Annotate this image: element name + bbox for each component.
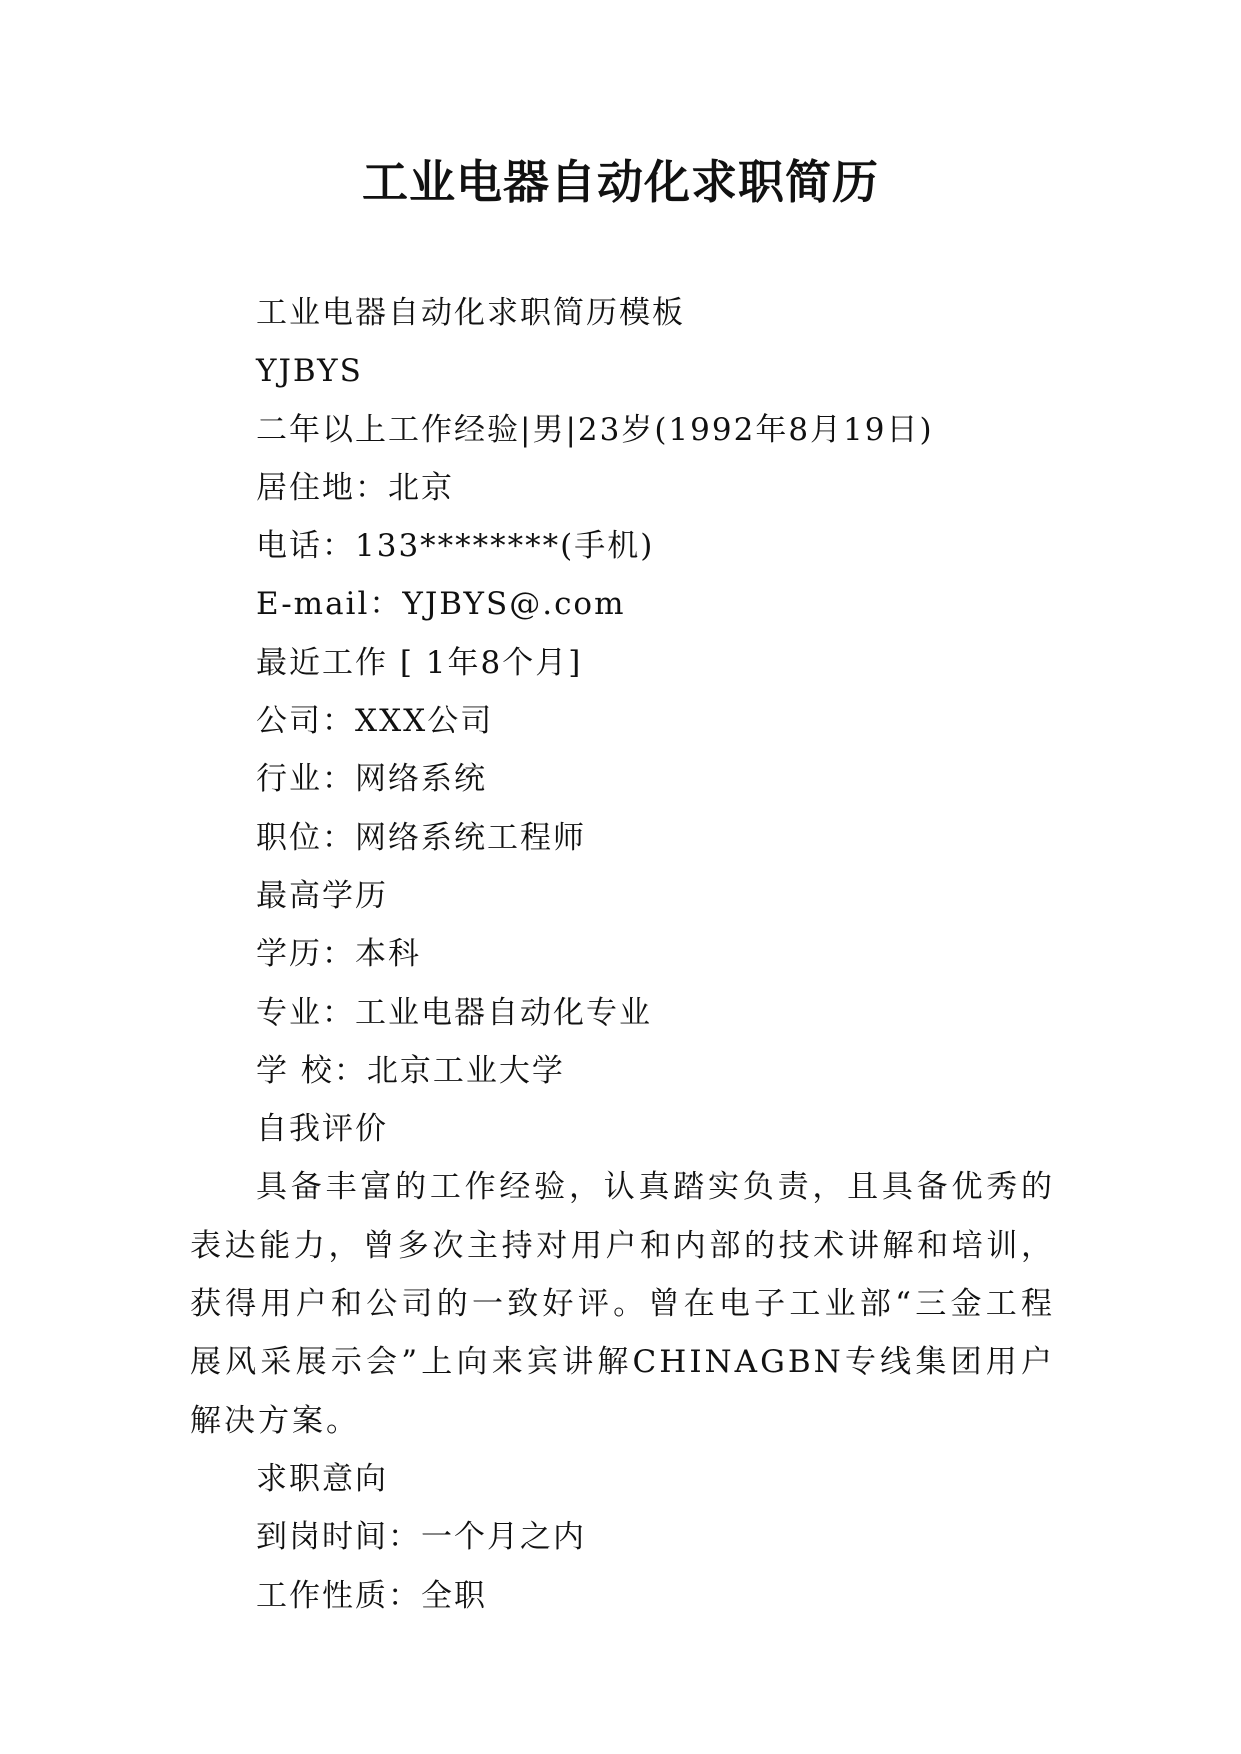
work-type-field: 工作性质：全职 <box>256 1577 487 1614</box>
self-evaluation-paragraph: 具备丰富的工作经验，认真踏实负责，且具备优秀的表达能力，曾多次主持对用户和内部的技术讲解和培训，获得用户和公司的一致好评。曾在电子工业部“三金工程展风采展示会”上向来宾讲解CHINAGBN专线集团用户解决方案。 <box>190 1169 1055 1439</box>
education-heading: 最高学历 <box>256 877 388 914</box>
resume-template-heading: 工业电器自动化求职简历模板 <box>256 295 685 331</box>
document-body <box>190 284 1055 1625</box>
degree-field: 学历：本科 <box>256 936 421 973</box>
job-intention-heading: 求职意向 <box>256 1460 388 1497</box>
residence-field: 居住地：北京 <box>256 469 454 506</box>
email-field: E-mail：YJBYS@.com <box>256 586 626 623</box>
industry-field: 行业：网络系统 <box>256 761 487 798</box>
candidate-name: YJBYS <box>256 353 363 390</box>
school-field: 学 校：北京工业大学 <box>256 1052 565 1089</box>
major-field: 专业：工业电器自动化专业 <box>256 994 652 1031</box>
candidate-summary: 二年以上工作经验|男|23岁(1992年8月19日) <box>256 411 934 448</box>
position-field: 职位：网络系统工程师 <box>256 819 586 856</box>
document-title: 工业电器自动化求职简历 <box>362 155 879 209</box>
self-evaluation-heading: 自我评价 <box>256 1111 388 1148</box>
recent-work-heading: 最近工作 [ 1年8个月] <box>256 644 583 681</box>
phone-field: 电话：133********(手机) <box>256 528 655 565</box>
start-time-field: 到岗时间：一个月之内 <box>256 1519 586 1556</box>
company-field: 公司：XXX公司 <box>256 703 494 740</box>
